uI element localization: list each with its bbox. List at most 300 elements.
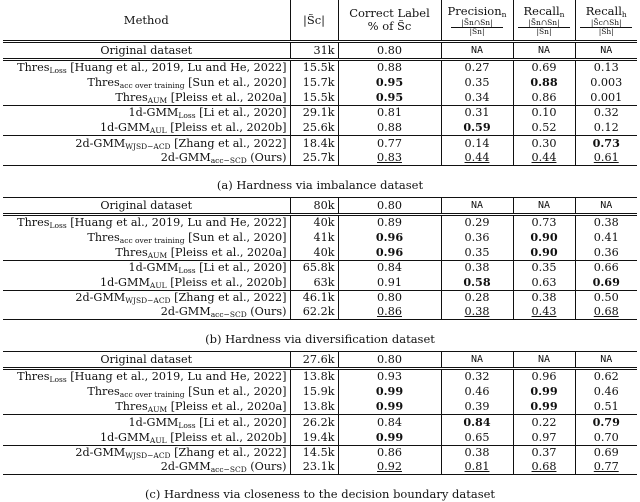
recall-noisy-cell bbox=[513, 120, 575, 136]
correct-label-cell-value: 0.95 bbox=[375, 75, 404, 89]
method-cell bbox=[3, 399, 290, 415]
correct-label-cell bbox=[338, 42, 441, 60]
correct-label-cell bbox=[338, 75, 441, 90]
recall-hard-cell-value: NA bbox=[600, 45, 613, 56]
recall-noisy-cell-value: 0.88 bbox=[530, 75, 558, 89]
recall-hard-cell bbox=[575, 352, 637, 369]
selected-size-cell: 40k bbox=[290, 245, 338, 261]
table-imbalance bbox=[3, 0, 637, 166]
recall-noisy-cell-value: 0.44 bbox=[531, 151, 557, 164]
recall-noisy-cell-value: 0.86 bbox=[531, 90, 557, 104]
recall-noisy-cell bbox=[513, 90, 575, 106]
method-subscript: AUM bbox=[147, 95, 168, 105]
method-name: 2d-GMM bbox=[160, 460, 211, 473]
table-row bbox=[3, 151, 637, 166]
selected-size-cell: 14.5k bbox=[290, 446, 338, 461]
recall-noisy-formula: |S̃n∩Sn| |Sn| bbox=[518, 19, 570, 36]
precision-cell bbox=[441, 60, 513, 76]
recall-noisy-cell-value: 0.90 bbox=[530, 245, 558, 259]
recall-hard-cell-value: 0.32 bbox=[593, 106, 619, 119]
method-name: 1d-GMM bbox=[100, 275, 150, 289]
method-subscript: acc over training bbox=[119, 389, 185, 399]
precision-cell bbox=[441, 384, 513, 399]
recall-hard-cell bbox=[575, 215, 637, 231]
recall-hard-cell-value: NA bbox=[600, 354, 613, 365]
method-name: Thres bbox=[87, 230, 120, 244]
recall-hard-cell bbox=[575, 399, 637, 415]
recall-noisy-cell-value: 0.52 bbox=[531, 120, 557, 134]
selected-size-cell: 25.6k bbox=[290, 120, 338, 136]
method-subscript: AUM bbox=[147, 404, 168, 414]
method-name: 2d-GMM bbox=[75, 291, 126, 304]
selected-size-cell: 26.2k bbox=[290, 415, 338, 431]
method-reference: [Huang et al., 2019, Lu and He, 2022] bbox=[66, 61, 287, 74]
recall-noisy-cell-value: NA bbox=[537, 45, 551, 56]
recall-hard-cell-value: 0.69 bbox=[592, 275, 620, 289]
correct-label-cell-value: 0.99 bbox=[375, 430, 404, 444]
correct-label-cell bbox=[338, 60, 441, 76]
table-row bbox=[3, 430, 637, 446]
method-cell bbox=[3, 230, 290, 245]
correct-label-cell bbox=[338, 245, 441, 261]
table-row bbox=[3, 90, 637, 106]
precision-cell-value: 0.65 bbox=[464, 430, 490, 444]
precision-cell-value: NA bbox=[470, 200, 484, 211]
selected-size-cell: 80k bbox=[290, 198, 338, 215]
recall-noisy-cell-value: 0.69 bbox=[531, 61, 557, 74]
correct-label-cell bbox=[338, 90, 441, 106]
method-name: 1d-GMM bbox=[100, 430, 150, 444]
precision-cell bbox=[441, 106, 513, 121]
method-subscript: AUL bbox=[149, 435, 167, 445]
selected-size-cell: 31k bbox=[290, 42, 338, 60]
method-name: Thres bbox=[17, 370, 50, 383]
method-cell bbox=[3, 120, 290, 136]
recall-hard-formula: |S̃c∩Sh| |Sh| bbox=[580, 19, 632, 36]
recall-hard-cell bbox=[575, 369, 637, 385]
recall-hard-cell bbox=[575, 198, 637, 215]
correct-label-cell bbox=[338, 305, 441, 320]
method-reference: [Li et al., 2020] bbox=[195, 261, 287, 274]
method-reference: [Zhang et al., 2022] bbox=[170, 136, 287, 150]
method-cell bbox=[3, 305, 290, 320]
correct-label-cell-value: 0.80 bbox=[377, 291, 402, 304]
method-subscript: Loss bbox=[178, 420, 196, 430]
precision-cell bbox=[441, 198, 513, 215]
method-name: 2d-GMM bbox=[160, 305, 211, 318]
recall-noisy-cell-value: 0.68 bbox=[531, 460, 557, 473]
method-name: Original dataset bbox=[100, 352, 193, 366]
method-cell bbox=[3, 261, 290, 276]
correct-label-cell bbox=[338, 275, 441, 291]
precision-cell bbox=[441, 75, 513, 90]
method-name: Original dataset bbox=[100, 198, 193, 212]
recall-hard-cell-value: 0.79 bbox=[592, 415, 620, 429]
method-reference: [Sun et al., 2020] bbox=[184, 75, 287, 89]
recall-hard-cell bbox=[575, 230, 637, 245]
correct-label-cell bbox=[338, 120, 441, 136]
table-row bbox=[3, 42, 637, 60]
correct-label-cell bbox=[338, 430, 441, 446]
recall-hard-cell-value: 0.66 bbox=[593, 261, 619, 274]
method-cell bbox=[3, 60, 290, 76]
recall-noisy-cell-value: 0.35 bbox=[531, 261, 557, 274]
recall-noisy-cell bbox=[513, 75, 575, 90]
recall-noisy-cell bbox=[513, 106, 575, 121]
table-row bbox=[3, 245, 637, 261]
selected-size-cell: 23.1k bbox=[290, 460, 338, 475]
precision-formula: |S̃n∩Sn| |S̃n| bbox=[451, 19, 503, 36]
precision-cell bbox=[441, 399, 513, 415]
table-row bbox=[3, 75, 637, 90]
table-row bbox=[3, 369, 637, 385]
precision-cell-value: 0.29 bbox=[464, 216, 490, 229]
precision-cell bbox=[441, 90, 513, 106]
recall-hard-cell-value: 0.77 bbox=[593, 460, 619, 473]
recall-noisy-cell-value: 0.10 bbox=[531, 106, 557, 119]
precision-cell bbox=[441, 215, 513, 231]
method-reference: [Zhang et al., 2022] bbox=[170, 291, 287, 304]
table-row bbox=[3, 399, 637, 415]
correct-label-cell-value: 0.99 bbox=[375, 384, 404, 398]
method-name: Thres bbox=[115, 245, 148, 259]
method-cell bbox=[3, 291, 290, 306]
recall-noisy-cell bbox=[513, 261, 575, 276]
recall-noisy-cell bbox=[513, 369, 575, 385]
precision-cell bbox=[441, 415, 513, 431]
method-reference: [Pleiss et al., 2020a] bbox=[167, 245, 287, 259]
recall-hard-cell-value: 0.69 bbox=[593, 446, 619, 459]
recall-noisy-cell bbox=[513, 430, 575, 446]
precision-cell-value: 0.35 bbox=[464, 75, 490, 89]
recall-hard-cell-value: 0.51 bbox=[593, 399, 619, 413]
recall-hard-cell-value: 0.62 bbox=[593, 370, 619, 383]
method-cell bbox=[3, 215, 290, 231]
correct-label-cell-value: 0.96 bbox=[375, 245, 404, 259]
recall-hard-cell bbox=[575, 415, 637, 431]
recall-hard-cell bbox=[575, 305, 637, 320]
recall-noisy-cell bbox=[513, 415, 575, 431]
table-row bbox=[3, 198, 637, 215]
correct-label-cell bbox=[338, 446, 441, 461]
method-reference: [Sun et al., 2020] bbox=[184, 230, 287, 244]
selected-size-cell: 15.5k bbox=[290, 90, 338, 106]
recall-hard-cell bbox=[575, 245, 637, 261]
recall-hard-cell bbox=[575, 275, 637, 291]
precision-cell-value: 0.32 bbox=[464, 370, 490, 383]
precision-cell bbox=[441, 42, 513, 60]
precision-cell-value: 0.38 bbox=[464, 261, 490, 274]
recall-noisy-cell bbox=[513, 245, 575, 261]
correct-label-cell-value: 0.81 bbox=[377, 106, 402, 119]
correct-label-cell bbox=[338, 399, 441, 415]
recall-noisy-cell-value: 0.97 bbox=[531, 430, 557, 444]
recall-noisy-cell bbox=[513, 215, 575, 231]
method-reference: [Pleiss et al., 2020b] bbox=[166, 275, 287, 289]
method-subscript: Loss bbox=[178, 111, 196, 120]
recall-noisy-cell bbox=[513, 305, 575, 320]
precision-cell-value: NA bbox=[470, 354, 484, 365]
recall-noisy-cell-value: 0.63 bbox=[531, 275, 557, 289]
table-diversification bbox=[3, 197, 637, 320]
correct-label-cell-value: 0.77 bbox=[377, 136, 402, 150]
precision-cell bbox=[441, 120, 513, 136]
recall-noisy-cell bbox=[513, 460, 575, 475]
recall-hard-cell-value: 0.13 bbox=[593, 61, 619, 74]
recall-hard-cell-value: 0.50 bbox=[593, 291, 619, 304]
precision-cell-value: 0.38 bbox=[464, 446, 490, 459]
method-reference: [Zhang et al., 2022] bbox=[170, 446, 287, 459]
recall-noisy-cell-value: 0.37 bbox=[531, 446, 557, 459]
correct-label-cell bbox=[338, 136, 441, 152]
precision-cell bbox=[441, 275, 513, 291]
recall-hard-cell bbox=[575, 384, 637, 399]
method-name: 1d-GMM bbox=[100, 120, 150, 134]
recall-hard-cell bbox=[575, 60, 637, 76]
correct-label-cell-value: 0.93 bbox=[377, 370, 402, 383]
selected-size-cell: 63k bbox=[290, 275, 338, 291]
precision-cell bbox=[441, 430, 513, 446]
recall-noisy-cell bbox=[513, 42, 575, 60]
recall-noisy-cell-value: NA bbox=[537, 200, 551, 211]
recall-hard-cell-value: 0.46 bbox=[593, 384, 619, 398]
precision-cell-value: 0.58 bbox=[463, 275, 491, 289]
method-subscript: acc−SCD bbox=[210, 465, 247, 474]
selected-size-cell: 40k bbox=[290, 215, 338, 231]
precision-cell-value: 0.36 bbox=[464, 230, 490, 244]
recall-hard-cell bbox=[575, 460, 637, 475]
correct-label-cell-value: 0.92 bbox=[377, 460, 402, 473]
correct-label-cell-value: 0.88 bbox=[377, 61, 402, 74]
recall-noisy-cell-value: 0.30 bbox=[531, 136, 557, 150]
recall-hard-cell-value: 0.70 bbox=[593, 430, 619, 444]
precision-cell bbox=[441, 352, 513, 369]
recall-noisy-cell bbox=[513, 151, 575, 166]
selected-size-cell: 65.8k bbox=[290, 261, 338, 276]
precision-cell bbox=[441, 245, 513, 261]
method-reference: [Sun et al., 2020] bbox=[184, 384, 287, 398]
correct-label-cell bbox=[338, 198, 441, 215]
precision-cell-value: NA bbox=[470, 45, 484, 56]
method-cell bbox=[3, 106, 290, 121]
recall-hard-cell bbox=[575, 75, 637, 90]
selected-size-cell: 18.4k bbox=[290, 136, 338, 152]
precision-cell-value: 0.34 bbox=[464, 90, 490, 104]
method-cell bbox=[3, 42, 290, 60]
method-cell bbox=[3, 90, 290, 106]
precision-cell bbox=[441, 460, 513, 475]
precision-cell bbox=[441, 230, 513, 245]
recall-hard-cell-value: 0.41 bbox=[593, 230, 619, 244]
correct-label-cell-value: 0.84 bbox=[377, 261, 402, 274]
correct-label-cell bbox=[338, 352, 441, 369]
precision-cell-value: 0.27 bbox=[464, 61, 490, 74]
recall-hard-cell bbox=[575, 430, 637, 446]
recall-hard-cell-value: NA bbox=[600, 200, 613, 211]
recall-hard-cell bbox=[575, 136, 637, 152]
header-recall-noisy: Recall$_n$ |S̃n∩Sn| |Sn| bbox=[513, 0, 575, 42]
caption-diversification: (b) Hardness via diversification dataset bbox=[205, 332, 435, 346]
method-name: Thres bbox=[17, 61, 50, 74]
table-row bbox=[3, 460, 637, 475]
header-precision: Precision$_n$ |S̃n∩Sn| |S̃n| bbox=[441, 0, 513, 42]
header-method: Method bbox=[3, 0, 290, 42]
precision-cell bbox=[441, 291, 513, 306]
header-correct-label: Correct Label % of S̃c bbox=[338, 0, 441, 42]
table-row bbox=[3, 215, 637, 231]
recall-hard-cell bbox=[575, 446, 637, 461]
correct-label-cell bbox=[338, 230, 441, 245]
method-subscript: acc−SCD bbox=[210, 310, 247, 319]
recall-hard-cell-value: 0.001 bbox=[590, 90, 623, 104]
table-decision-boundary bbox=[3, 351, 637, 475]
correct-label-cell-value: 0.80 bbox=[377, 198, 402, 212]
method-name: Thres bbox=[87, 384, 120, 398]
table-row bbox=[3, 275, 637, 291]
method-reference: (Ours) bbox=[246, 305, 287, 318]
correct-label-cell-value: 0.96 bbox=[375, 230, 404, 244]
method-cell bbox=[3, 275, 290, 291]
selected-size-cell: 13.8k bbox=[290, 369, 338, 385]
method-cell bbox=[3, 384, 290, 399]
method-name: 2d-GMM bbox=[160, 151, 211, 164]
correct-label-cell-value: 0.95 bbox=[375, 90, 404, 104]
method-cell bbox=[3, 446, 290, 461]
recall-hard-cell-value: 0.68 bbox=[593, 305, 619, 318]
selected-size-cell: 27.6k bbox=[290, 352, 338, 369]
method-reference: [Pleiss et al., 2020a] bbox=[167, 399, 287, 413]
precision-cell-value: 0.39 bbox=[464, 399, 490, 413]
caption-imbalance: (a) Hardness via imbalance dataset bbox=[216, 178, 424, 192]
precision-cell bbox=[441, 261, 513, 276]
method-cell bbox=[3, 369, 290, 385]
correct-label-cell bbox=[338, 460, 441, 475]
method-subscript: Loss bbox=[49, 221, 67, 230]
table-row bbox=[3, 415, 637, 431]
correct-label-cell-value: 0.88 bbox=[377, 120, 402, 134]
selected-size-cell: 15.5k bbox=[290, 60, 338, 76]
selected-size-cell: 41k bbox=[290, 230, 338, 245]
recall-hard-cell bbox=[575, 151, 637, 166]
precision-cell-value: 0.81 bbox=[464, 460, 490, 473]
recall-noisy-cell bbox=[513, 230, 575, 245]
method-name: Original dataset bbox=[100, 43, 193, 57]
table-row bbox=[3, 120, 637, 136]
precision-cell-value: 0.14 bbox=[464, 136, 490, 150]
correct-label-cell-value: 0.80 bbox=[377, 352, 402, 366]
recall-noisy-cell-value: 0.99 bbox=[530, 399, 558, 413]
table-row bbox=[3, 305, 637, 320]
method-subscript: AUL bbox=[149, 125, 167, 135]
method-reference: [Li et al., 2020] bbox=[195, 415, 287, 429]
precision-cell-value: 0.44 bbox=[464, 151, 490, 164]
recall-hard-cell bbox=[575, 120, 637, 136]
method-subscript: WJSD−ACD bbox=[125, 141, 171, 151]
method-subscript: AUM bbox=[147, 250, 168, 260]
method-name: Thres bbox=[115, 399, 148, 413]
selected-size-cell: 19.4k bbox=[290, 430, 338, 446]
table-row bbox=[3, 446, 637, 461]
correct-label-cell bbox=[338, 215, 441, 231]
correct-label-cell bbox=[338, 291, 441, 306]
method-subscript: WJSD−ACD bbox=[125, 296, 171, 305]
correct-label-cell-value: 0.99 bbox=[375, 399, 404, 413]
table-row bbox=[3, 384, 637, 399]
recall-noisy-cell-value: 0.99 bbox=[530, 384, 558, 398]
precision-cell-value: 0.35 bbox=[464, 245, 490, 259]
correct-label-cell-value: 0.89 bbox=[377, 216, 402, 229]
correct-label-cell bbox=[338, 106, 441, 121]
precision-cell-value: 0.31 bbox=[464, 106, 490, 119]
method-cell bbox=[3, 245, 290, 261]
recall-noisy-cell bbox=[513, 384, 575, 399]
method-name: 2d-GMM bbox=[75, 136, 126, 150]
precision-cell bbox=[441, 151, 513, 166]
method-cell bbox=[3, 136, 290, 152]
recall-noisy-cell-value: 0.90 bbox=[530, 230, 558, 244]
selected-size-cell: 62.2k bbox=[290, 305, 338, 320]
table-row bbox=[3, 136, 637, 152]
caption-decision-boundary: (c) Hardness via closeness to the decision boundary dataset bbox=[144, 487, 496, 501]
method-name: 1d-GMM bbox=[128, 415, 179, 429]
precision-cell bbox=[441, 305, 513, 320]
precision-cell-value: 0.59 bbox=[463, 120, 491, 134]
correct-label-cell-value: 0.86 bbox=[377, 446, 402, 459]
recall-noisy-cell-value: 0.38 bbox=[531, 291, 557, 304]
recall-noisy-cell bbox=[513, 60, 575, 76]
precision-cell-value: 0.38 bbox=[464, 305, 490, 318]
table-row bbox=[3, 352, 637, 369]
recall-noisy-cell bbox=[513, 275, 575, 291]
method-subscript: acc over training bbox=[119, 80, 185, 90]
table-row bbox=[3, 291, 637, 306]
recall-hard-cell-value: 0.003 bbox=[590, 75, 623, 89]
method-cell bbox=[3, 460, 290, 475]
method-subscript: acc−SCD bbox=[210, 156, 247, 165]
method-reference: [Huang et al., 2019, Lu and He, 2022] bbox=[66, 216, 287, 229]
precision-cell bbox=[441, 446, 513, 461]
method-name: Thres bbox=[87, 75, 120, 89]
method-name: Thres bbox=[115, 90, 148, 104]
method-subscript: Loss bbox=[49, 66, 67, 75]
recall-noisy-cell-value: 0.43 bbox=[531, 305, 557, 318]
recall-hard-cell-value: 0.38 bbox=[593, 216, 619, 229]
method-name: 2d-GMM bbox=[75, 446, 126, 459]
method-name: Thres bbox=[17, 216, 50, 229]
method-reference: [Pleiss et al., 2020b] bbox=[166, 120, 287, 134]
table-row bbox=[3, 106, 637, 121]
method-subscript: Loss bbox=[178, 266, 196, 275]
precision-cell-value: 0.28 bbox=[464, 291, 490, 304]
method-cell bbox=[3, 352, 290, 369]
correct-label-cell bbox=[338, 261, 441, 276]
recall-noisy-cell-value: NA bbox=[537, 354, 551, 365]
correct-label-cell-value: 0.83 bbox=[377, 151, 402, 164]
correct-label-cell-value: 0.84 bbox=[377, 415, 402, 429]
recall-hard-cell bbox=[575, 261, 637, 276]
table-header-row bbox=[3, 0, 637, 42]
method-cell bbox=[3, 430, 290, 446]
method-cell bbox=[3, 198, 290, 215]
recall-hard-cell bbox=[575, 291, 637, 306]
method-cell bbox=[3, 415, 290, 431]
recall-noisy-cell bbox=[513, 352, 575, 369]
table-row bbox=[3, 261, 637, 276]
method-reference: [Pleiss et al., 2020a] bbox=[167, 90, 287, 104]
method-reference: [Pleiss et al., 2020b] bbox=[166, 430, 287, 444]
recall-noisy-cell-value: 0.22 bbox=[531, 415, 557, 429]
recall-noisy-cell-value: 0.73 bbox=[531, 216, 557, 229]
